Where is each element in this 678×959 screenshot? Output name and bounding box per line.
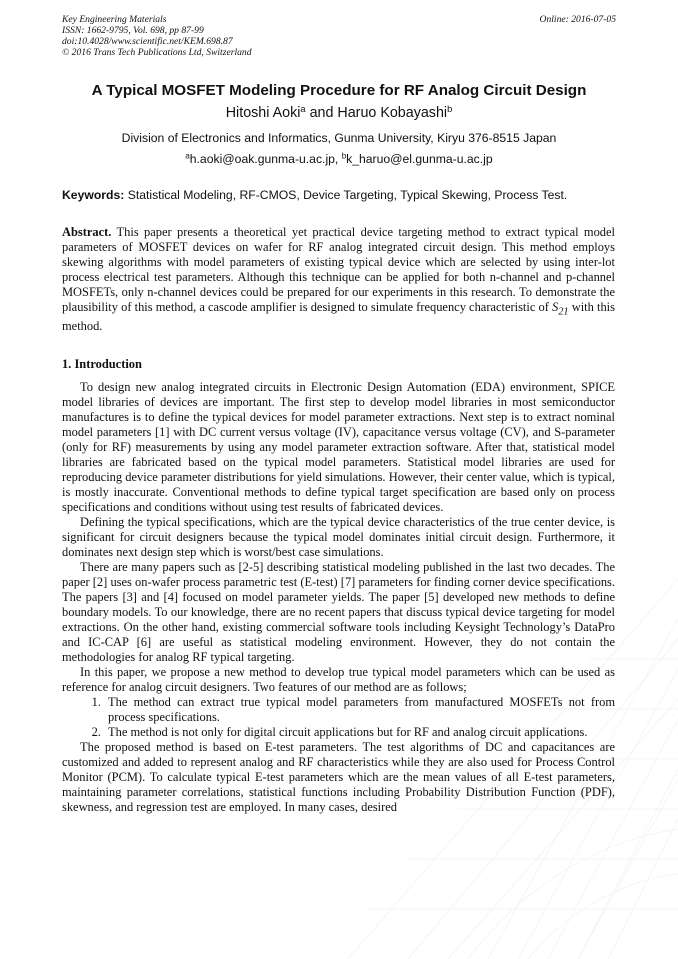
abstract (62, 225, 615, 334)
email-address: h.aoki@oak.gunma-u.ac.jp, (189, 152, 342, 166)
abstract-label: Abstract. (62, 225, 112, 239)
keywords (62, 188, 622, 202)
section-heading-introduction: 1. Introduction (62, 357, 142, 371)
email-address: k_haruo@el.gunma-u.ac.jp (346, 152, 493, 166)
paragraph: The proposed method is based on E-test parameters. The test algorithms of DC and capacitances are customized and added to represent analog and RF characteristics while they are also used for Process Control Monitor (PCM). To calculate typical E-test parameters which are the mean values of all E-test parameters, maintaining parameter correlations, statistical functions including Probability Distribution Function (PDF), skewness, and regression test are employed. In many cases, desired (62, 740, 615, 814)
author-emails (0, 152, 678, 166)
affiliation: Division of Electronics and Informatics, Gunma University, Kiryu 376-8515 Japan (121, 131, 557, 145)
keywords-text: Statistical Modeling, RF-CMOS, Device Targeting, Typical Skewing, Process Test. (124, 188, 568, 202)
s-parameter-subscript-text: 21 (558, 306, 569, 318)
list-item: 1. The method can extract true typical model parameters from manufactured MOSFETs not from process specifications. (104, 695, 615, 725)
paragraph: Defining the typical specifications, which are the typical device characteristics of the true center device, is significant for circuit designers because the typical model dominates initial circuit design. Furthermore, it dominates next design step which is worst/best case simulations. (62, 515, 615, 559)
author-conjunction: and (305, 105, 338, 121)
email-superscript: b (341, 151, 347, 161)
journal-header (62, 14, 616, 58)
s-parameter-symbol: S (552, 300, 559, 314)
author-superscript: a (300, 103, 306, 114)
s-parameter-subscript (558, 306, 568, 317)
paragraph: In this paper, we propose a new method to develop true typical model parameters which can be used as reference for analog circuit designers. Two features of our method are as follows; (62, 665, 615, 694)
abstract-text-end: with this method. (62, 300, 615, 334)
doi-line: doi:10.4028/www.scientific.net/KEM.698.87 (62, 36, 233, 47)
paragraph: There are many papers such as [2-5] describing statistical modeling published in the last two decades. The paper [2] uses on-wafer process parametric test (E-test) [7] parameters for finding corner device specifications. The papers [3] and [4] focused on model parameter yields. The paper [5] developed new methods to define boundary models. To our knowledge, there are no recent papers that discuss typical device targeting for model extractions. On the other hand, existing commercial software tools including Keysight Technology’s DataPro and IC-CAP [6] are useful as statistical modeling environment. However, they do not contain the methodologies for analog RF typical targeting. (62, 560, 615, 664)
introduction-body (62, 380, 615, 815)
issn-line: ISSN: 1662-9795, Vol. 698, pp 87-99 (62, 25, 204, 36)
list-item: 2. The method is not only for digital circuit applications but for RF and analog circuit applications. (104, 725, 615, 740)
paper-title: A Typical MOSFET Modeling Procedure for RF Analog Circuit Design (91, 82, 587, 99)
copyright-line: © 2016 Trans Tech Publications Ltd, Switzerland (62, 47, 252, 58)
keywords-label: Keywords: (62, 188, 125, 202)
author-name: Hitoshi Aoki (225, 105, 301, 121)
paragraph: To design new analog integrated circuits in Electronic Design Automation (EDA) environment, SPICE model libraries of devices are important. The first step to develop model libraries in most semiconductor manufactures is to define the typical devices for model parameter extractions. Next step is to extract nominal model parameters [1] with DC current versus voltage (IV), capacitance versus voltage (CV), and S-parameter (only for RF) measurements by using any model parameter extraction software. After that, statistical model libraries are fabricated based on the typical model parameters. Statistical model libraries are used for reproducing device parameter distributions for yield simulations. However, their center value, which is typical, is mostly inaccurate. Conventional methods to define typical target specification are based only on process specifications and conditions without using test results of fabricated devices. (62, 380, 615, 514)
email-superscript: a (185, 151, 190, 161)
journal-name: Key Engineering Materials (62, 14, 167, 25)
abstract-text: This paper presents a theoretical yet practical device targeting method to extract typical model parameters of MOSFET devices on wafer for RF analog integrated circuit design. This method employs skewing algorithms with model parameters of existing typical device which are selected by using inter-lot process electrical test parameters. Although this technique can be applied for both n-channel and p-channel MOSFETs, only n-channel devices could be prepared for our experiments in this research. To demonstrate the plausibility of this method, a cascode amplifier is designed to simulate frequency characteristic of (62, 225, 615, 314)
feature-list (62, 695, 615, 740)
online-date: Online: 2016-07-05 (539, 14, 616, 25)
author-superscript: b (447, 103, 453, 114)
author-name: Haruo Kobayashi (337, 105, 448, 121)
author-list (0, 105, 678, 121)
